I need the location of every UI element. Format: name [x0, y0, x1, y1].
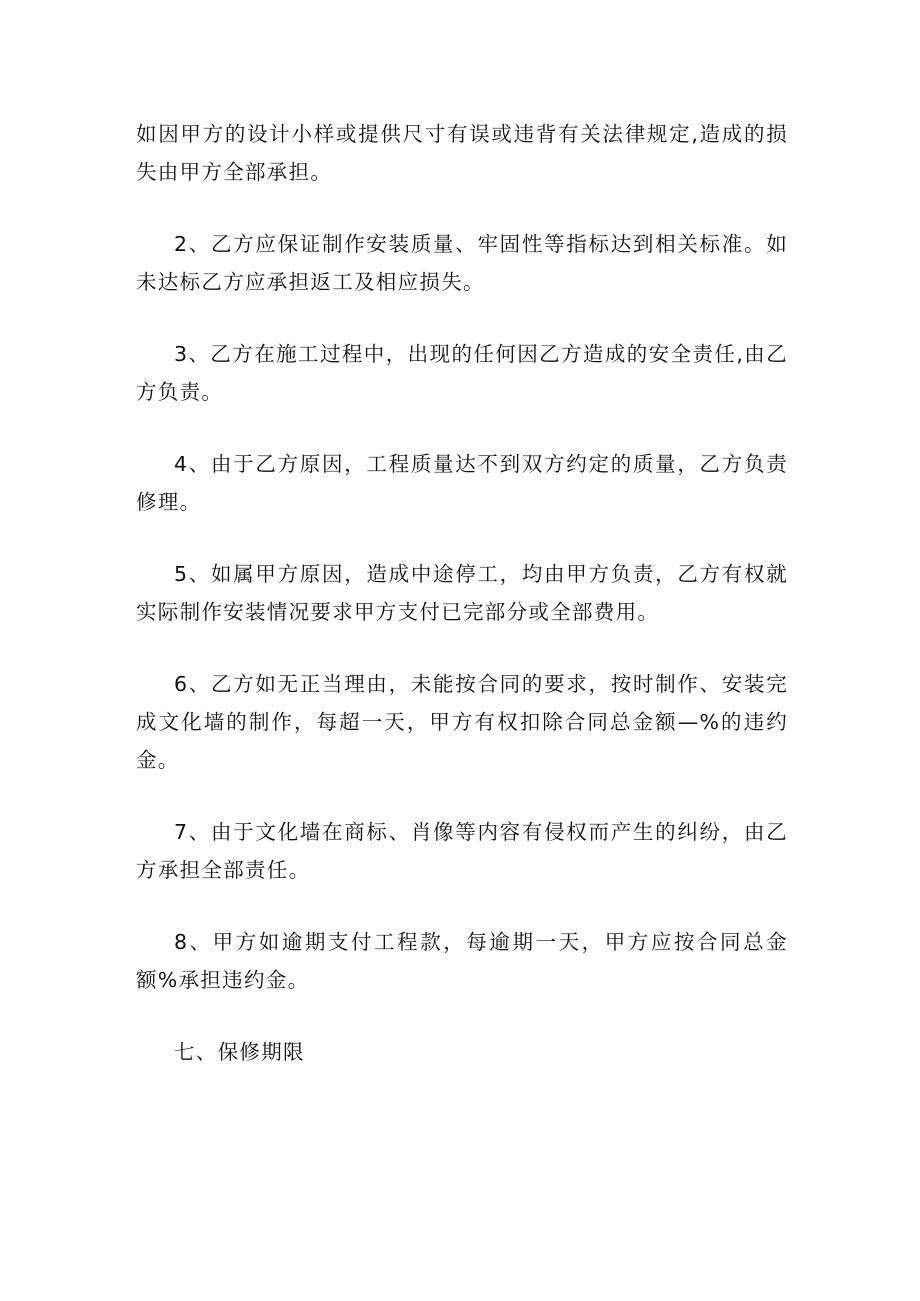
clause-7: 7、由于文化墙在商标、肖像等内容有侵权而产生的纠纷，由乙方承担全部责任。 — [136, 820, 788, 882]
section-heading-warranty-period: 七、保修期限 — [174, 1040, 305, 1064]
clause-4: 4、由于乙方原因，工程质量达不到双方约定的质量，乙方负责修理。 — [136, 452, 788, 514]
clause-3: 3、乙方在施工过程中，出现的任何因乙方造成的安全责任,由乙方负责。 — [136, 342, 788, 404]
clause-8: 8、甲方如逾期支付工程款，每逾期一天，甲方应按合同总金额%承担违约金。 — [136, 930, 788, 992]
document-body — [136, 115, 788, 1071]
clause-2: 2、乙方应保证制作安装质量、牢固性等指标达到相关标准。如未达标乙方应承担返工及相应损失。 — [136, 232, 788, 294]
paragraph-continuation: 如因甲方的设计小样或提供尺寸有误或违背有关法律规定,造成的损失由甲方全部承担。 — [136, 122, 788, 184]
clause-6: 6、乙方如无正当理由，未能按合同的要求，按时制作、安装完成文化墙的制作，每超一天，甲方有权扣除合同总金额—%的违约金。 — [136, 672, 788, 772]
clause-5: 5、如属甲方原因，造成中途停工，均由甲方负责，乙方有权就实际制作安装情况要求甲方支付已完部分或全部费用。 — [136, 562, 788, 624]
